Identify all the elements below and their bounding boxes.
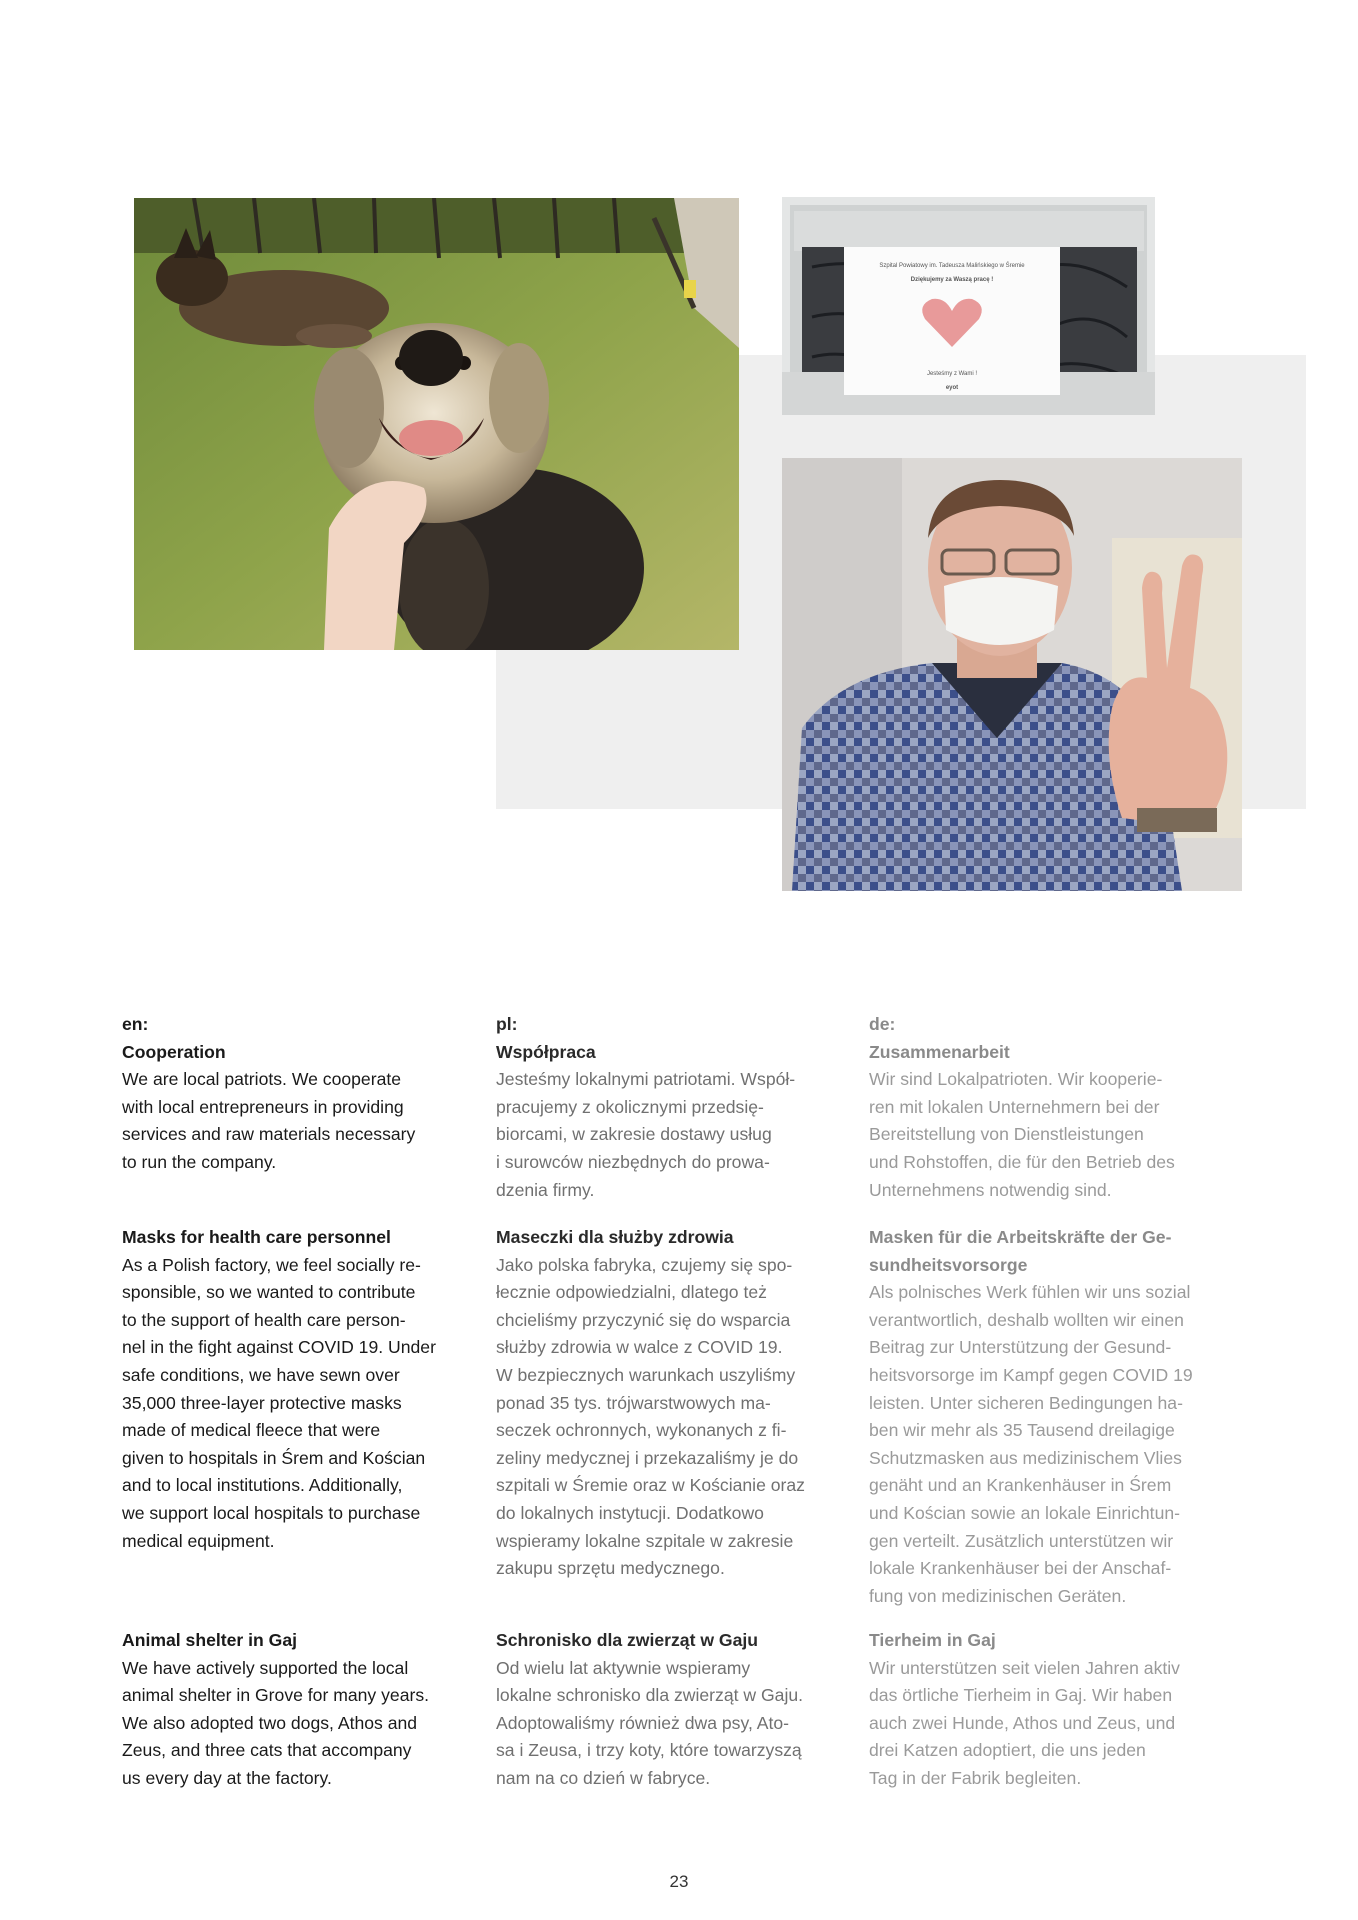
text-line: given to hospitals in Śrem and Kościan — [122, 1447, 426, 1468]
animal-shelter-section-de — [869, 1627, 1209, 1793]
language-label: en: — [122, 1014, 149, 1034]
animal-shelter-section-pl — [496, 1627, 836, 1793]
text-line: nam na co dzień w fabryce. — [496, 1767, 711, 1788]
section-heading: Współpraca — [496, 1041, 596, 1062]
text-line: drei Katzen adoptiert, die uns jeden — [869, 1740, 1146, 1761]
section-heading: Zusammenarbeit — [869, 1041, 1010, 1062]
text-line: biorcami, w zakresie dostawy usług — [496, 1124, 772, 1145]
text-line: Schutzmasken aus medizinischem Vlies — [869, 1447, 1182, 1468]
text-line: with local entrepreneurs in providing — [122, 1096, 404, 1117]
animal-shelter-section-en — [122, 1627, 462, 1793]
text-line: fung von medizinischen Geräten. — [869, 1585, 1127, 1606]
text-line: chcieliśmy przyczynić się do wsparcia — [496, 1309, 791, 1330]
language-label: de: — [869, 1014, 896, 1034]
text-line: heitsvorsorge im Kampf gegen COVID 19 — [869, 1364, 1193, 1385]
cooperation-section-en — [122, 1011, 462, 1177]
text-line: Wir unterstützen seit vielen Jahren aktiv — [869, 1657, 1180, 1678]
cooperation-section-pl — [496, 1011, 836, 1204]
text-line: nel in the fight against COVID 19. Under — [122, 1337, 436, 1358]
text-line: genäht und an Krankenhäuser in Śrem — [869, 1475, 1172, 1496]
text-line: do lokalnych instytucji. Dodatkowo — [496, 1502, 764, 1523]
language-label: pl: — [496, 1014, 518, 1034]
dogs-photo — [134, 198, 739, 650]
section-heading: Schronisko dla zwierząt w Gaju — [496, 1630, 759, 1650]
section-heading: Maseczki dla służby zdrowia — [496, 1227, 734, 1247]
text-line: We have actively supported the local — [122, 1657, 409, 1678]
text-line: to run the company. — [122, 1151, 277, 1172]
man-with-mask-photo — [782, 458, 1242, 891]
text-line: und Kościan sowie an lokale Einrichtun- — [869, 1502, 1181, 1523]
text-line: łecznie odpowiedzialni, dlatego też — [496, 1282, 767, 1303]
note-line-3: Jesteśmy z Wami ! — [926, 371, 978, 377]
text-line: Wir sind Lokalpatrioten. Wir kooperie- — [869, 1069, 1163, 1090]
text-line: services and raw materials necessary — [122, 1124, 416, 1145]
text-line: Zeus, and three cats that accompany — [122, 1740, 412, 1761]
text-line: made of medical fleece that were — [122, 1420, 381, 1441]
text-line: i surowców niezbędnych do prowa- — [496, 1151, 770, 1172]
section-heading: Masks for health care personnel — [122, 1227, 391, 1247]
text-line: ben wir mehr als 35 Tausend dreilagige — [869, 1420, 1175, 1441]
text-line: Od wielu lat aktywnie wspieramy — [496, 1657, 751, 1678]
text-line: ren mit lokalen Unternehmern bei der — [869, 1096, 1160, 1117]
text-line: und Rohstoffen, die für den Betrieb des — [869, 1151, 1175, 1172]
text-line: to the support of health care person- — [122, 1309, 406, 1330]
section-heading: Animal shelter in Gaj — [122, 1630, 298, 1650]
text-line: zeliny medycznej i przekazaliśmy je do — [496, 1447, 799, 1468]
note-line-1: Szpital Powiatowy im. Tadeusza Malińskiego w Śremie — [879, 263, 1025, 269]
text-line: verantwortlich, deshalb wollten wir einen — [869, 1309, 1184, 1330]
text-line: As a Polish factory, we feel socially re- — [122, 1254, 421, 1275]
text-line: pracujemy z okolicznymi przedsię- — [496, 1096, 764, 1117]
text-line: Unternehmens notwendig sind. — [869, 1179, 1112, 1200]
text-line: we support local hospitals to purchase — [122, 1502, 421, 1523]
masks-section-de — [869, 1224, 1209, 1610]
text-line: seczek ochronnych, wykonanych z fi- — [496, 1420, 787, 1441]
section-heading: Cooperation — [122, 1041, 226, 1062]
text-line: Jako polska fabryka, czujemy się spo- — [496, 1254, 793, 1275]
text-line: sponsible, so we wanted to contribute — [122, 1282, 416, 1303]
masks-section-en — [122, 1224, 462, 1555]
text-line: Adoptowaliśmy również dwa psy, Ato- — [496, 1712, 790, 1733]
section-heading: sundheitsvorsorge — [869, 1254, 1028, 1275]
text-line: animal shelter in Grove for many years. — [122, 1685, 430, 1706]
text-line: Beitrag zur Unterstützung der Gesund- — [869, 1337, 1172, 1358]
text-line: szpitali w Śremie oraz w Kościanie oraz — [496, 1475, 805, 1496]
text-line: służby zdrowia w walce z COVID 19. — [496, 1337, 783, 1358]
text-line: Als polnisches Werk fühlen wir uns sozial — [869, 1282, 1191, 1303]
text-line: lokalne schronisko dla zwierząt w Gaju. — [496, 1685, 804, 1706]
text-line: safe conditions, we have sewn over — [122, 1364, 400, 1385]
text-line: gen verteilt. Zusätzlich unterstützen wir — [869, 1530, 1174, 1551]
note-logo: eyot — [945, 385, 959, 391]
cooperation-section-de — [869, 1011, 1209, 1204]
text-line: W bezpiecznych warunkach uszyliśmy — [496, 1364, 796, 1385]
text-line: Jesteśmy lokalnymi patriotami. Współ- — [496, 1069, 796, 1090]
text-line: lokale Krankenhäuser bei der Anschaf- — [869, 1558, 1172, 1579]
text-line: us every day at the factory. — [122, 1767, 332, 1788]
page-number: 23 — [669, 1872, 689, 1891]
masks-box-photo — [782, 197, 1155, 415]
text-line: ponad 35 tys. trójwarstwowych ma- — [496, 1392, 771, 1413]
section-heading: Masken für die Arbeitskräfte der Ge- — [869, 1227, 1172, 1247]
text-line: 35,000 three-layer protective masks — [122, 1392, 402, 1413]
text-line: wspieramy lokalne szpitale w zakresie — [496, 1530, 794, 1551]
text-line: We are local patriots. We cooperate — [122, 1069, 402, 1090]
section-heading: Tierheim in Gaj — [869, 1630, 996, 1650]
masks-section-pl — [496, 1224, 836, 1583]
note-line-2: Dziękujemy za Waszą pracę ! — [910, 277, 994, 283]
text-line: auch zwei Hunde, Athos und Zeus, und — [869, 1712, 1176, 1733]
text-line: and to local institutions. Additionally, — [122, 1475, 403, 1496]
text-line: zakupu sprzętu medycznego. — [496, 1558, 725, 1579]
text-line: sa i Zeusa, i trzy koty, które towarzyszą — [496, 1740, 802, 1761]
text-line: leisten. Unter sicheren Bedingungen ha- — [869, 1392, 1183, 1413]
text-line: medical equipment. — [122, 1530, 275, 1551]
text-line: We also adopted two dogs, Athos and — [122, 1712, 418, 1733]
text-line: das örtliche Tierheim in Gaj. Wir haben — [869, 1685, 1173, 1706]
text-line: Tag in der Fabrik begleiten. — [869, 1767, 1082, 1788]
text-line: Bereitstellung von Dienstleistungen — [869, 1124, 1144, 1145]
text-line: dzenia firmy. — [496, 1179, 595, 1200]
